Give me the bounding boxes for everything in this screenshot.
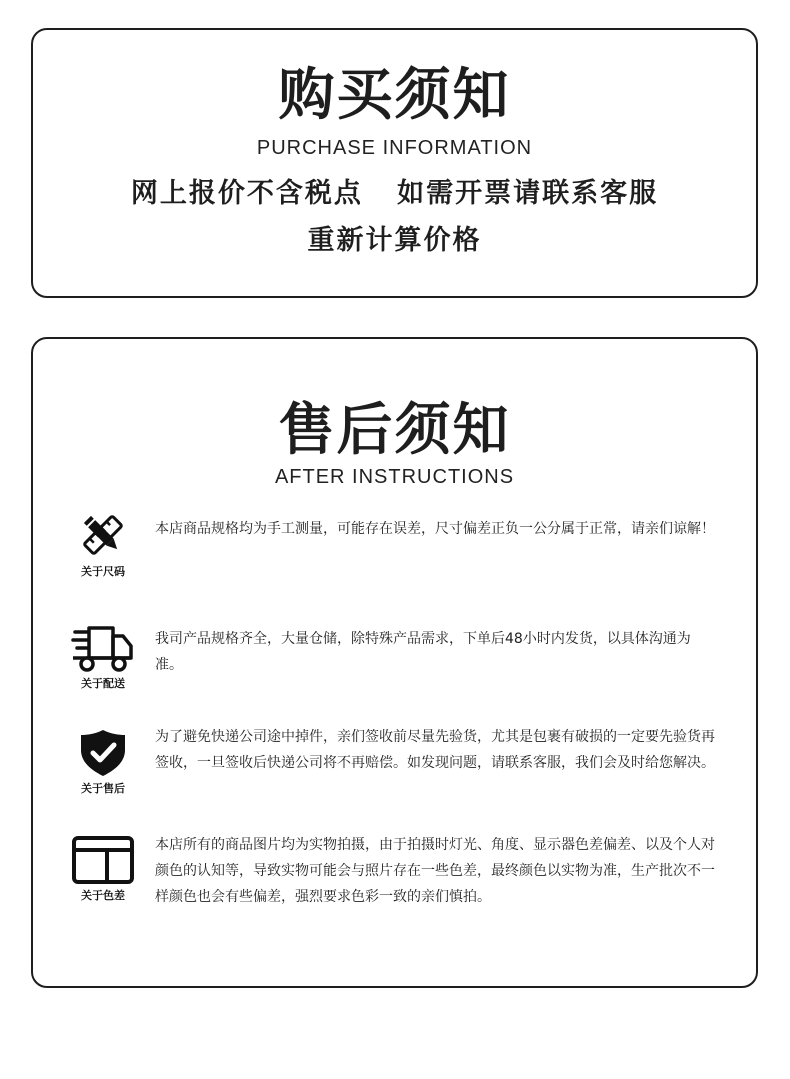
purchase-title: 购买须知 xyxy=(278,63,511,128)
after-sales-title: 售后须知 xyxy=(278,398,511,463)
after-item-label: 关于色差 xyxy=(81,889,125,902)
after-item-label: 关于尺码 xyxy=(81,565,125,578)
after-item-label: 关于配送 xyxy=(81,677,125,690)
after-item-text: 我司产品规格齐全，大量仓储，除特殊产品需求，下单后48小时内发货，以具体沟通为准。 xyxy=(155,631,691,673)
purchase-notice-line-1: 网上报价不含税点 如需开票请联系客服 xyxy=(130,178,659,209)
purchase-notice-line-2: 重新计算价格 xyxy=(307,225,482,256)
after-item-label: 关于售后 xyxy=(81,782,125,795)
after-sales-card xyxy=(31,337,758,988)
after-item-text: 为了避免快递公司途中掉件，亲们签收前尽量先验货，尤其是包裹有破损的一定要先验货再签收，一旦签收后快递公司将不再赔偿。如发现问题，请联系客服，我们会及时给您解决。 xyxy=(155,729,715,771)
after-item-text: 本店商品规格均为手工测量，可能存在误差，尺寸偏差正负一公分属于正常，请亲们谅解！ xyxy=(155,521,715,537)
purchase-subtitle: PURCHASE INFORMATION xyxy=(256,137,533,159)
purchase-info-card xyxy=(31,28,758,298)
after-item-text: 本店所有的商品图片均为实物拍摄，由于拍摄时灯光、角度、显示器色差偏差、以及个人对颜色的认知等，导致实物可能会与照片存在一些色差，最终颜色以实物为准，生产批次不一样颜色也会有些偏差，强烈要求色彩一致的亲们慎拍。 xyxy=(155,837,715,905)
after-sales-subtitle: AFTER INSTRUCTIONS xyxy=(274,466,515,488)
